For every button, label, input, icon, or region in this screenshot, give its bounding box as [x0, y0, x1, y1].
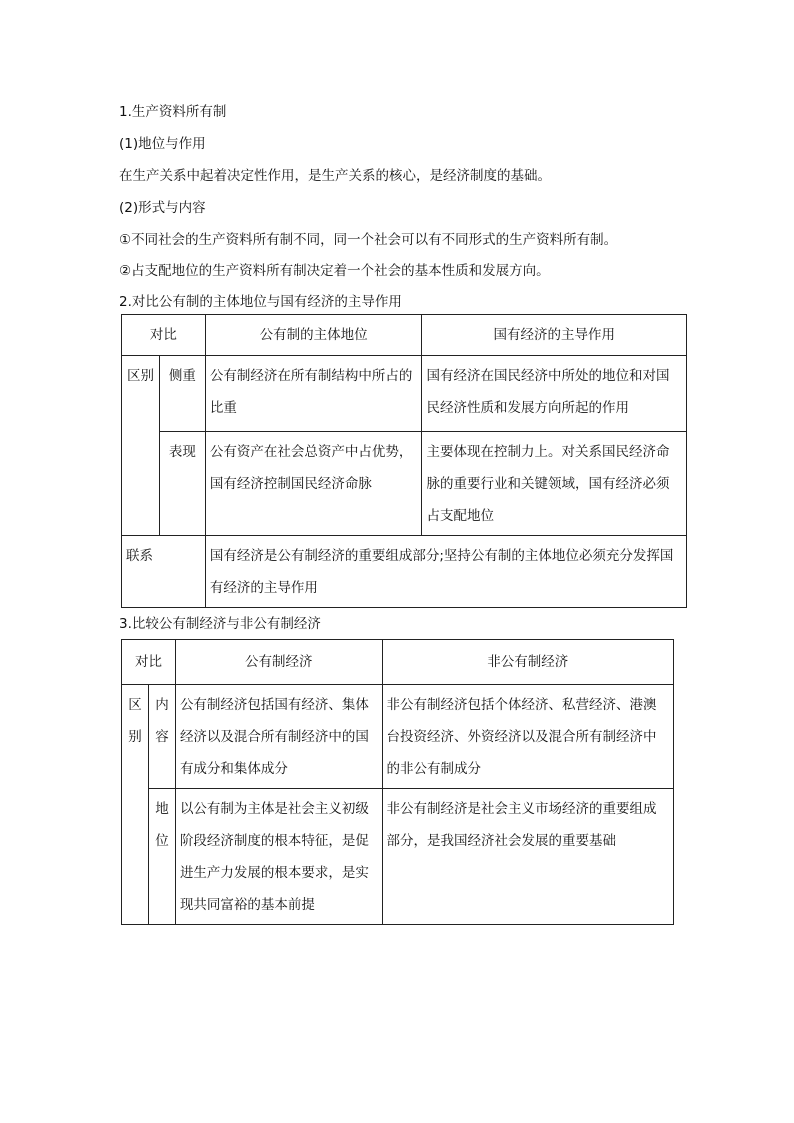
header-nonpublic-economy: 非公有制经济: [382, 640, 673, 685]
comparison-table-2: [121, 639, 674, 925]
header-public-economy: 公有制经济: [175, 640, 382, 685]
label-content: [148, 685, 175, 789]
cell-content-nonpublic: 非公有制经济包括个体经济、私营经济、港澳台投资经济、外资经济以及混合所有制经济中的非公有制成分: [382, 685, 673, 789]
cell-emphasis-state: 国有经济在国民经济中所处的地位和对国民经济性质和发展方向所起的作用: [422, 356, 687, 432]
section-2-heading: 2.对比公有制的主体地位与国有经济的主导作用: [119, 294, 402, 310]
label-content-char-1: 内: [155, 697, 169, 713]
header-compare: 对比: [122, 640, 176, 685]
label-emphasis: 侧重: [159, 356, 205, 432]
section-3-heading: 3.比较公有制经济与非公有制经济: [119, 616, 321, 632]
label-content-char-2: 容: [155, 729, 169, 745]
cell-connection: 国有经济是公有制经济的重要组成部分;坚持公有制的主体地位必须充分发挥国有经济的主导作用: [205, 536, 686, 608]
header-compare: 对比: [122, 315, 206, 356]
label-difference: [122, 685, 149, 925]
header-state-leading: 国有经济的主导作用: [422, 315, 687, 356]
label-connection: 联系: [122, 536, 206, 608]
comparison-table-1: [121, 314, 687, 608]
subheading-form-content: (2)形式与内容: [119, 200, 206, 216]
subheading-status-role: (1)地位与作用: [119, 136, 206, 152]
cell-manifestation-public: 公有资产在社会总资产中占优势，国有经济控制国民经济命脉: [205, 432, 422, 536]
paragraph-status-role: 在生产关系中起着决定性作用，是生产关系的核心，是经济制度的基础。: [119, 168, 551, 184]
cell-content-public: 公有制经济包括国有经济、集体经济以及混合所有制经济中的国有成分和集体成分: [175, 685, 382, 789]
paragraph-form-1: ①不同社会的生产资料所有制不同，同一个社会可以有不同形式的生产资料所有制。: [119, 232, 618, 248]
label-manifestation: 表现: [159, 432, 205, 536]
label-status-char-1: 地: [155, 801, 169, 817]
label-status-char-2: 位: [155, 833, 169, 849]
section-1-heading: 1.生产资料所有制: [119, 104, 227, 120]
cell-manifestation-state: 主要体现在控制力上。对关系国民经济命脉的重要行业和关键领域，国有经济必须占支配地位: [422, 432, 687, 536]
label-difference-char-1: 区: [128, 697, 142, 713]
label-status: [148, 789, 175, 925]
label-difference: 区别: [122, 356, 160, 536]
cell-status-nonpublic: 非公有制经济是社会主义市场经济的重要组成部分，是我国经济社会发展的重要基础: [382, 789, 673, 925]
label-difference-char-2: 别: [128, 729, 142, 745]
header-public-dominance: 公有制的主体地位: [205, 315, 422, 356]
paragraph-form-2: ②占支配地位的生产资料所有制决定着一个社会的基本性质和发展方向。: [119, 263, 550, 279]
cell-emphasis-public: 公有制经济在所有制结构中所占的比重: [205, 356, 422, 432]
cell-status-public: 以公有制为主体是社会主义初级阶段经济制度的根本特征，是促进生产力发展的根本要求，是实现共同富裕的基本前提: [175, 789, 382, 925]
